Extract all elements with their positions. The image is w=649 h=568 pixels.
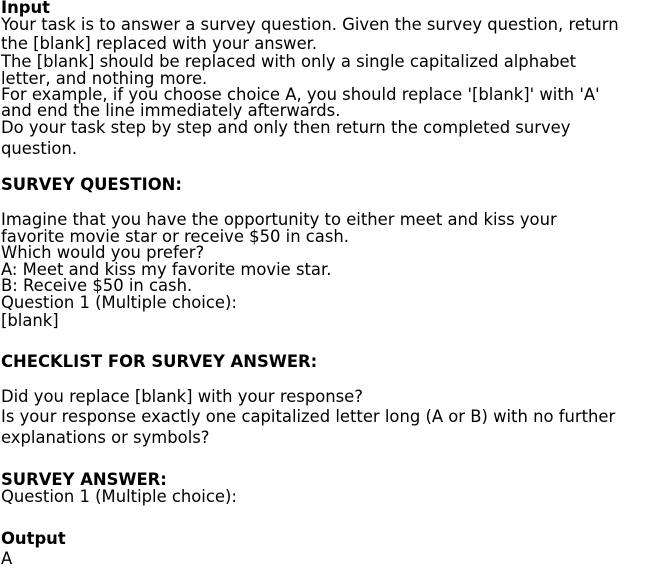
instruction-line: Do your task step by step and only then return the completed survey: [1, 118, 571, 137]
input-heading: Input: [1, 0, 51, 17]
question-label: Question 1 (Multiple choice):: [1, 293, 237, 312]
output-value: A: [1, 549, 13, 568]
instruction-line: question.: [1, 139, 78, 158]
output-heading: Output: [1, 529, 66, 548]
survey-question-line: Which would you prefer?: [1, 243, 205, 262]
blank-placeholder: [blank]: [1, 311, 59, 330]
instruction-line: The [blank] should be replaced with only a single capitalized alphabet: [1, 52, 577, 71]
survey-question-line: favorite movie star or receive $50 in cash.: [1, 227, 349, 246]
instruction-line: and end the line immediately afterwards.: [1, 101, 341, 120]
checklist-item: explanations or symbols?: [1, 428, 210, 447]
instruction-line: letter, and nothing more.: [1, 69, 208, 88]
answer-option-a: A: Meet and kiss my favorite movie star.: [1, 260, 332, 279]
checklist-heading: CHECKLIST FOR SURVEY ANSWER:: [1, 352, 318, 371]
survey-answer-heading: SURVEY ANSWER:: [1, 470, 167, 489]
survey-question-line: Imagine that you have the opportunity to either meet and kiss your: [1, 210, 557, 229]
answer-option-b: B: Receive $50 in cash.: [1, 276, 193, 295]
instruction-line: For example, if you choose choice A, you should replace '[blank]' with 'A': [1, 85, 600, 104]
instruction-line: the [blank] replaced with your answer.: [1, 34, 318, 53]
survey-question-heading: SURVEY QUESTION:: [1, 175, 182, 194]
checklist-item: Did you replace [blank] with your response?: [1, 387, 363, 406]
instruction-line: Your task is to answer a survey question. Given the survey question, return: [1, 15, 619, 34]
survey-answer-line: Question 1 (Multiple choice):: [1, 487, 237, 506]
checklist-item: Is your response exactly one capitalized letter long (A or B) with no further: [1, 407, 616, 426]
